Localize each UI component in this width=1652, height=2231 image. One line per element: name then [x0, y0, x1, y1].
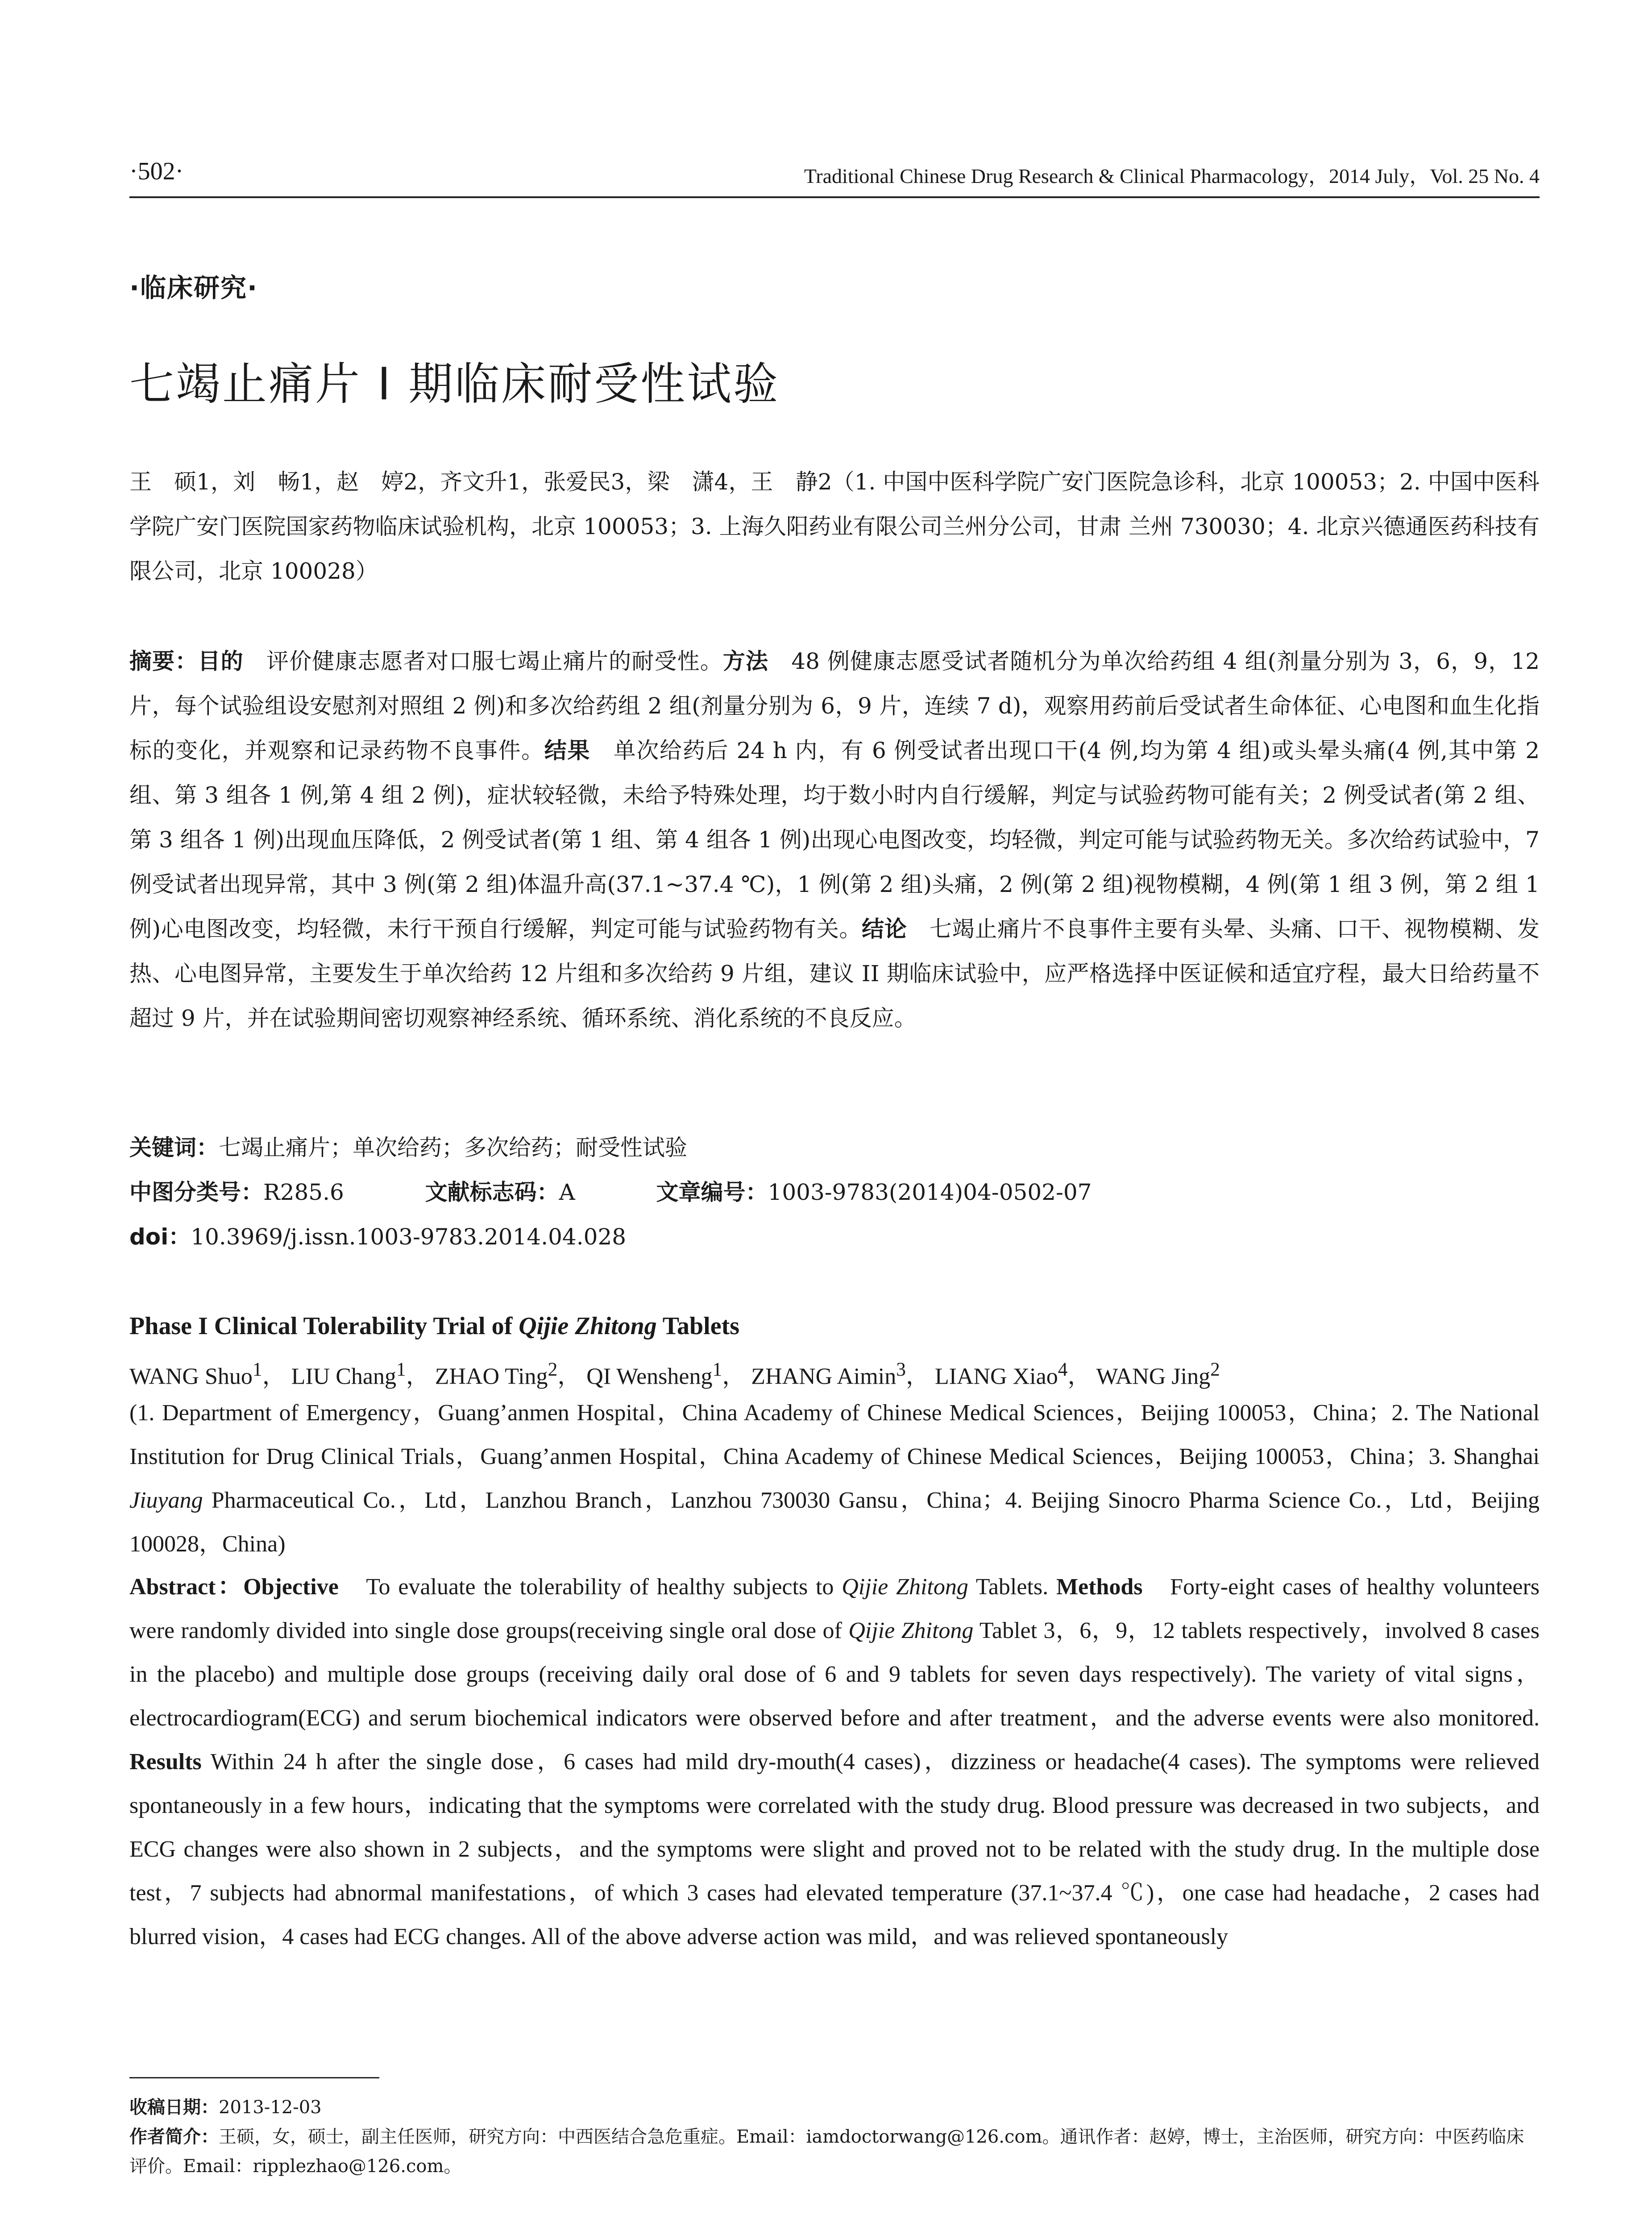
- footnote-received: [129, 2093, 1540, 2122]
- doi-value: 10.3969/j.issn.1003-9783.2014.04.028: [191, 1224, 627, 1250]
- clc-value: R285.6: [263, 1179, 344, 1205]
- author-info-label: 作者简介：: [129, 2127, 219, 2147]
- results-en-text: Within 24 h after the single dose，6 cases had mild dry-mouth(4 cases)，dizziness or headache(4 cases). The symptoms were relieved spontaneously in a few hours，indicating that the symptoms were correlated with the study drug. Blood pressure was decreased in two subjects，and ECG changes were also shown in 2 subjects，and the symptoms were slight and proved not to be related with the study drug. In the multiple dose test，7 subjects had abnormal manifestations，of which 3 cases had elevated temperature (37.1~37.4 ℃)，one case had headache，2 cases had blurred vision，4 cases had ECG changes. All of the above adverse action was mild，and was relieved spontaneously: [129, 1749, 1540, 1949]
- affil-company-italic: Jiuyang: [129, 1488, 203, 1513]
- article-number-label: 文章编号：: [656, 1179, 768, 1205]
- conclusion-text: 七竭止痛片不良事件主要有头晕、头痛、口干、视物模糊、发热、心电图异常，主要发生于单次给药 12 片组和多次给药 9 片组，建议 II 期临床试验中，应严格选择中医证候和适宜疗程，最大日给药量不超过 9 片，并在试验期间密切观察神经系统、循环系统、消化系统的不良反应。: [129, 916, 1540, 1031]
- title-english-drug: Qijie Zhitong: [519, 1312, 657, 1340]
- abstract-en-label: Abstract：: [129, 1574, 244, 1600]
- authors-affiliations-chinese: 王 硕1，刘 畅1，赵 婷2，齐文升1，张爱民3，梁 潇4，王 静2（1. 中国中医科学院广安门医院急诊科，北京 100053；2. 中国中医科学院广安门医院国家药物临床试验机构，北京 100053；3. 上海久阳药业有限公司兰州分公司，甘肃 兰州 730030；4. 北京兴德通医药科技有限公司，北京 100028）: [129, 469, 1540, 584]
- abstract-english: [129, 1565, 1540, 1959]
- author-name: WANG Jing: [1096, 1364, 1211, 1389]
- conclusion-label: 结论: [862, 916, 907, 942]
- author-name: WANG Shuo: [129, 1364, 253, 1389]
- keywords-line: [129, 1130, 687, 1162]
- received-label: 收稿日期：: [129, 2097, 219, 2118]
- objective-en-a: To evaluate the tolerability of healthy subjects to: [338, 1574, 842, 1600]
- methods-en-a: Forty-eight cases of healthy volunteers were randomly divided into single dose groups(receiving single oral dose of: [129, 1574, 1540, 1643]
- methods-en-drug: Qijie Zhitong: [848, 1618, 974, 1643]
- methods-text: 48 例健康志愿受试者随机分为单次给药组 4 组(剂量分别为 3，6，9，12 片，每个试验组设安慰剂对照组 2 例)和多次给药组 2 组(剂量分别为 6，9 片，连续 7 d)，观察用药前后受试者生命体征、心电图和血生化指标的变化，并观察和记录药物不良事件。: [129, 648, 1540, 763]
- clc-label: 中图分类号：: [129, 1179, 263, 1205]
- author-sup: 3: [896, 1359, 906, 1380]
- received-value: 2013-12-03: [219, 2097, 322, 2118]
- author-sup: 1: [712, 1359, 722, 1380]
- title-english-pre: Phase I Clinical Tolerability Trial of: [129, 1312, 519, 1340]
- journal-citation: Traditional Chinese Drug Research & Clinical Pharmacology，2014 July，Vol. 25 No. 4: [804, 165, 1540, 187]
- methods-label: 方法: [722, 648, 769, 674]
- doi-label: doi：: [129, 1224, 191, 1250]
- doc-code-label: 文献标志码：: [425, 1179, 559, 1205]
- methods-en-label: Methods: [1048, 1574, 1143, 1600]
- author-name: ZHAO Ting: [435, 1364, 548, 1389]
- affil-part-a: (1. Department of Emergency，Guang’anmen Hospital，China Academy of Chinese Medical Sciences，Beijing 100053，China；2. The National Institution for Drug Clinical Trials，Guang’anmen Hospital，China Academy of Chinese Medical Sciences，Beijing 100053，China；3. Shanghai: [129, 1400, 1540, 1469]
- abstract-chinese: [129, 639, 1540, 1041]
- objective-en-drug: Qijie Zhitong: [842, 1574, 968, 1600]
- results-text: 单次给药后 24 h 内，有 6 例受试者出现口干(4 例,均为第 4 组)或头晕头痛(4 例,其中第 2 组、第 3 组各 1 例,第 4 组 2 例)，症状较轻微，未给予特殊处理，均于数小时内自行缓解，判定与试验药物可能有关；2 例受试者(第 2 组、第 3 组各 1 例)出现血压降低，2 例受试者(第 1 组、第 4 组各 1 例)出现心电图改变，均轻微，判定可能与试验药物无关。多次给药试验中，7 例受试者出现异常，其中 3 例(第 2 组)体温升高(37.1~37.4 ℃)，1 例(第 2 组)头痛，2 例(第 2 组)视物模糊，4 例(第 1 组 3 例，第 2 组 1 例)心电图改变，均轻微，未行干预自行缓解，判定可能与试验药物有关。: [129, 738, 1540, 942]
- doc-code-value: A: [559, 1179, 575, 1205]
- abstract-label: 摘要：: [129, 648, 198, 674]
- author-sup: 2: [548, 1359, 558, 1380]
- objective-en-b: Tablets.: [968, 1574, 1049, 1600]
- footnote-rule: [129, 2077, 379, 2078]
- section-label: ·临床研究·: [129, 273, 258, 303]
- page-number: ·502·: [129, 158, 184, 185]
- author-name: QI Wensheng: [586, 1364, 713, 1389]
- author-sup: 2: [1210, 1359, 1220, 1380]
- results-en-label: Results: [129, 1749, 202, 1775]
- results-label: 结果: [544, 738, 591, 763]
- keywords-label: 关键词：: [129, 1135, 219, 1161]
- authors-english: WANG Shuo$^1$， LIU Chang$^1$， ZHAO Ting$^2$， QI Wensheng$^1$， ZHANG Aimin$^3$， LIANG Xiao$^4$， WANG Jing$^2$: [129, 1359, 1220, 1389]
- running-header: [129, 157, 1540, 197]
- author-info-value: 王硕，女，硕士，副主任医师，研究方向：中西医结合急危重症。Email：iamdoctorwang@126.com。通讯作者：赵婷，博士，主治医师，研究方向：中医药临床评价。Email：ripplezhao@126.com。: [129, 2127, 1524, 2177]
- doi-line: [129, 1219, 626, 1251]
- author-sup: 4: [1058, 1359, 1068, 1380]
- title-english-post: Tablets: [656, 1312, 740, 1340]
- objective-label: 目的: [198, 648, 244, 674]
- keywords-value: 七竭止痛片；单次给药；多次给药；耐受性试验: [219, 1135, 687, 1161]
- affil-part-b: Pharmaceutical Co.，Ltd，Lanzhou Branch，Lanzhou 730030 Gansu，China；4. Beijing Sinocro Pharma Science Co.，Ltd，Beijing 100028，China): [129, 1488, 1540, 1557]
- classification-line: [129, 1174, 1092, 1207]
- footnote-author-info: [129, 2122, 1540, 2181]
- affiliations-english: [129, 1391, 1540, 1566]
- title-english: [129, 1312, 739, 1340]
- objective-text: 评价健康志愿者对口服七竭止痛片的耐受性。: [243, 648, 723, 674]
- author-name: ZHANG Aimin: [751, 1364, 897, 1389]
- author-sup: 1: [252, 1359, 262, 1380]
- header-rule: [129, 196, 1540, 198]
- methods-en-b: Tablet 3，6，9，12 tablets respectively，involved 8 cases in the placebo) and multiple dose groups (receiving daily oral dose of 6 and 9 tablets for seven days respectively). The variety of vital signs，electrocardiogram(ECG) and serum biochemical indicators were observed before and after treatment，and the adverse events were also monitored.: [129, 1618, 1540, 1731]
- author-name: LIANG Xiao: [934, 1364, 1058, 1389]
- objective-en-label: Objective: [243, 1574, 339, 1600]
- title-chinese: 七竭止痛片 I 期临床耐受性试验: [129, 358, 780, 410]
- article-number-value: 1003-9783(2014)04-0502-07: [768, 1179, 1092, 1205]
- article-page: [129, 0, 1540, 2231]
- author-sup: 1: [396, 1359, 406, 1380]
- author-name: LIU Chang: [291, 1364, 396, 1389]
